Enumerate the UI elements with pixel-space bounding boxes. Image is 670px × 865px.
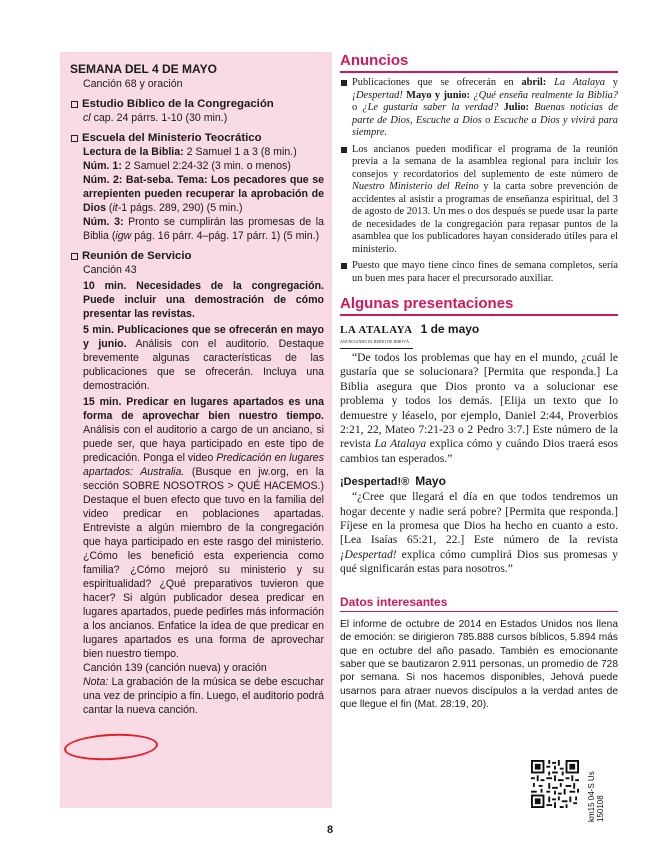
ann1-i: ¿Le gustaría saber la verdad?: [362, 102, 499, 113]
datos-text: El informe de octubre de 2014 en Estados Unidos nos llena de emoción: se dirigieron 785.888 cursos bíblicos, 5.894 más que en octubre del año pasado. También es emocionante saber que se bautizaron 2.911 personas, un promedio de 728 por semana. Si nos hacemos disponibles, Jehová puede usarnos para atraer nuevos discípulos a la verdad antes de que llegue el fin (Mat. 28:19, 20).: [340, 618, 618, 711]
bullet-square-icon: [341, 80, 347, 86]
bible-reading-label: Lectura de la Biblia:: [83, 146, 184, 158]
part-remote-video: Predicación en lugares apartados: Australia.: [83, 452, 324, 478]
part-remote-preaching: [70, 395, 324, 661]
assignment-2: [70, 173, 324, 215]
assignment-1-text: 2 Samuel 2:24-32 (3 min. o menos): [121, 160, 291, 172]
bible-reading: [70, 145, 324, 159]
atalaya-logo: [340, 324, 413, 349]
atalaya-date: 1 de mayo: [420, 322, 480, 336]
closing-song: Canción 139 (canción nueva) y oración: [83, 662, 267, 674]
cbs-ref-detail: cap. 24 párrs. 1-10 (30 min.): [90, 112, 228, 124]
ann1-l: o: [481, 114, 494, 126]
week-title: SEMANA DEL 4 DE MAYO: [70, 62, 217, 76]
atalaya-ital: La Atalaya: [374, 437, 427, 451]
despertad-presentation: [340, 490, 618, 576]
datos-heading: Datos interesantes: [340, 595, 618, 612]
despertad-presentation-header: [340, 474, 618, 488]
ann1-f: Mayo y junio:: [402, 89, 471, 101]
meeting-schedule-panel: [60, 52, 332, 808]
part-needs: 10 min. Necesidades de la congregación. Puede incluir una demostración de cómo presentar las revistas.: [83, 280, 324, 320]
part-publications-text: Análisis con el auditorio. Destaque brevemente algunas características de las publicaciones que se ofrecerán. Incluya una demostración.: [83, 338, 324, 392]
assignment-1-label: Núm. 1:: [83, 160, 122, 172]
cbs-reference: [70, 111, 324, 125]
ann1-c: La Atalaya: [546, 77, 605, 88]
ann1-j: Julio:: [498, 102, 530, 113]
despertad-text-b: explica cómo cumplirá Dios sus promesas y qué significarán estas para nosotros.”: [340, 547, 618, 576]
ann3-text: Puesto que mayo tiene cinco fines de semana completos, sería un buen mes para hacer el precursorado auxiliar.: [352, 260, 618, 284]
note-text: La grabación de la música se debe escuchar una vez de principio a fin. Luego, el auditorio podrá cantar la nueva canción.: [83, 676, 324, 716]
atalaya-logo-text: LA ATALAYA: [340, 324, 413, 336]
publication-code-line-1: km15 04-S Us: [587, 771, 596, 822]
despertad-date: Mayo: [415, 474, 446, 489]
announcement-elders: [340, 144, 618, 257]
atalaya-text-b: explica cómo y cuándo Dios traerá esos cambios tan esperados.”: [340, 437, 618, 465]
tms-title: Escuela del Ministerio Teocrático: [82, 132, 262, 144]
part-publications: [70, 323, 324, 393]
despertad-text-a: “¿Cree que llegará el día en que todos tendremos un hogar decente y nadie será pobre? [Permita que responda.] Fíjese en la promesa que Dios ha hecho en cuanto a esto. [Lea Isaías 65:21, 22.] Este número de la revista: [340, 490, 618, 547]
ann1-g: ¿Qué enseña realmente la Biblia?: [470, 89, 618, 101]
assignment-3-text-b: pág. 16 párr. 4–pág. 17 párr. 1) (5 min.): [131, 230, 320, 242]
part-publications-title: 5 min. Publicaciones que se ofrecerán en mayo y junio.: [83, 324, 324, 350]
cbs-ref-book: cl: [83, 112, 91, 124]
part-remote-title: 15 min. Predicar en lugares apartados es una forma de aprovechar bien nuestro tiempo.: [83, 396, 324, 422]
cbs-title: Estudio Bíblico de la Congregación: [82, 98, 274, 110]
opening-song: Canción 68 y oración: [83, 78, 183, 90]
page-number: 8: [327, 824, 334, 836]
ann2-b: y la carta sobre prevención de accidentes al asistir a programas de enseñanza espiritual, del 3 de agosto de 2013. Un mes o dos después se puede usar la parte de necesidades de la congregación para repasar puntos de la asamblea que los publicadores hayan considerado útiles para el ministerio.: [352, 181, 618, 255]
ann1-d: y: [604, 77, 618, 88]
ann1-m: Escuche a Dios y vivirá para siempre.: [352, 114, 618, 138]
assignment-3-label: Núm. 3:: [83, 216, 124, 228]
tms-section-heading: [70, 131, 324, 145]
ann1-e: ¡Despertad!: [352, 89, 403, 101]
cbs-section-heading: [70, 97, 324, 111]
note: [70, 675, 324, 717]
assignment-1: [70, 159, 324, 173]
svg-text:km15 04-S Us150108: [587, 771, 605, 822]
publication-code: [585, 760, 607, 822]
note-label: Nota:: [83, 676, 109, 688]
datos-text-block: [340, 618, 670, 712]
assignment-3-text-a: Pronto se cumplirán las promesas de la Biblia (: [83, 216, 324, 242]
checkbox-icon: [71, 135, 78, 142]
ann1-a: Publicaciones que se ofrecerán en: [352, 77, 522, 88]
announcement-publications: [340, 77, 618, 140]
atalaya-logo-sub: ANUNCIANDO EL REINO DE JEHOVÁ: [340, 339, 409, 344]
publication-code-line-2: 150108: [596, 795, 605, 822]
part-remote-text-a: Análisis con el auditorio a cargo de un anciano, si puede ser, que haya participado en este tipo de predicación. Ponga el video: [83, 424, 324, 464]
service-song: Canción 43: [83, 264, 137, 276]
right-column: [340, 52, 618, 712]
assignment-3-ital: igw: [115, 230, 132, 242]
checkbox-icon: [71, 101, 78, 108]
checkbox-icon: [71, 253, 78, 260]
presentations-heading: Algunas presentaciones: [340, 295, 618, 316]
atalaya-presentation-header: [340, 322, 618, 349]
assignment-2-ital: it: [112, 202, 118, 214]
part-remote-text-b: (Busque en jw.org, en la sección SOBRE NOSOTROS > QUÉ HACEMOS.) Destaque el buen efecto que tuvo en la familia del video predicar en poblaciones apartadas. Entreviste a algún miembro de la congregación que haya participado en este rasgo del ministerio. ¿Cómo les benefició esta experiencia como familia? ¿Cómo mejoró su ministerio y su espiritualidad? ¿Qué preparativos tuvieron que hacer? Si algún publicador desea predicar en lugares apartados, puede pedirles más información a los ancianos. Enfatice la idea de que predicar en lugares apartados es una forma de aprovechar bien nuestro tiempo.: [83, 466, 324, 660]
announcements-heading: Anuncios: [340, 52, 618, 73]
qr-code-icon: [531, 760, 579, 808]
bullet-square-icon: [341, 263, 347, 269]
assignment-2-label: Núm. 2: Bat-seba. Tema: Los pecadores que se arrepienten pueden recuperar la aprobación de Dios: [83, 174, 324, 214]
service-section-heading: [70, 249, 324, 263]
atalaya-text-a: “De todos los problemas que hay en el mundo, ¿cuál le gustaría que se solucionara? [Permita que responda.] La Biblia asegura que Dios pronto va a solucionar ese problema y todos los demás. [Elija un texto que lo demuestre y léaselo, por ejemplo, Daniel 2:44, Proverbios 2:21, 22, Mateo 7:21-23 o 2 Pedro 3:7.] Este número de la revista: [340, 351, 618, 451]
ann1-b: abril:: [521, 77, 547, 88]
ann2-a: Los ancianos pueden modificar el programa de la reunión previa a la semana de la asamblea regional para incluir los consejos y recordatorios del suplemento de este número de: [352, 143, 618, 180]
ann1-k: Buenas noticias de parte de Dios, Escuche a Dios: [352, 102, 618, 126]
despertad-logo: ¡Despertad!®: [340, 476, 410, 489]
bible-reading-text: 2 Samuel 1 a 3 (8 min.): [183, 146, 297, 158]
bullet-square-icon: [341, 147, 347, 153]
assignment-2-pre: (: [105, 202, 113, 214]
despertad-ital: ¡Despertad!: [340, 547, 397, 561]
atalaya-presentation: [340, 351, 618, 466]
ann1-h: o: [352, 102, 363, 113]
assignment-3: [70, 215, 324, 243]
assignment-2-post: -1 págs. 289, 290) (5 min.): [117, 202, 243, 214]
service-title: Reunión de Servicio: [82, 250, 192, 262]
announcement-pioneer: [340, 260, 618, 285]
ann2-ital: Nuestro Ministerio del Reino: [352, 181, 479, 192]
